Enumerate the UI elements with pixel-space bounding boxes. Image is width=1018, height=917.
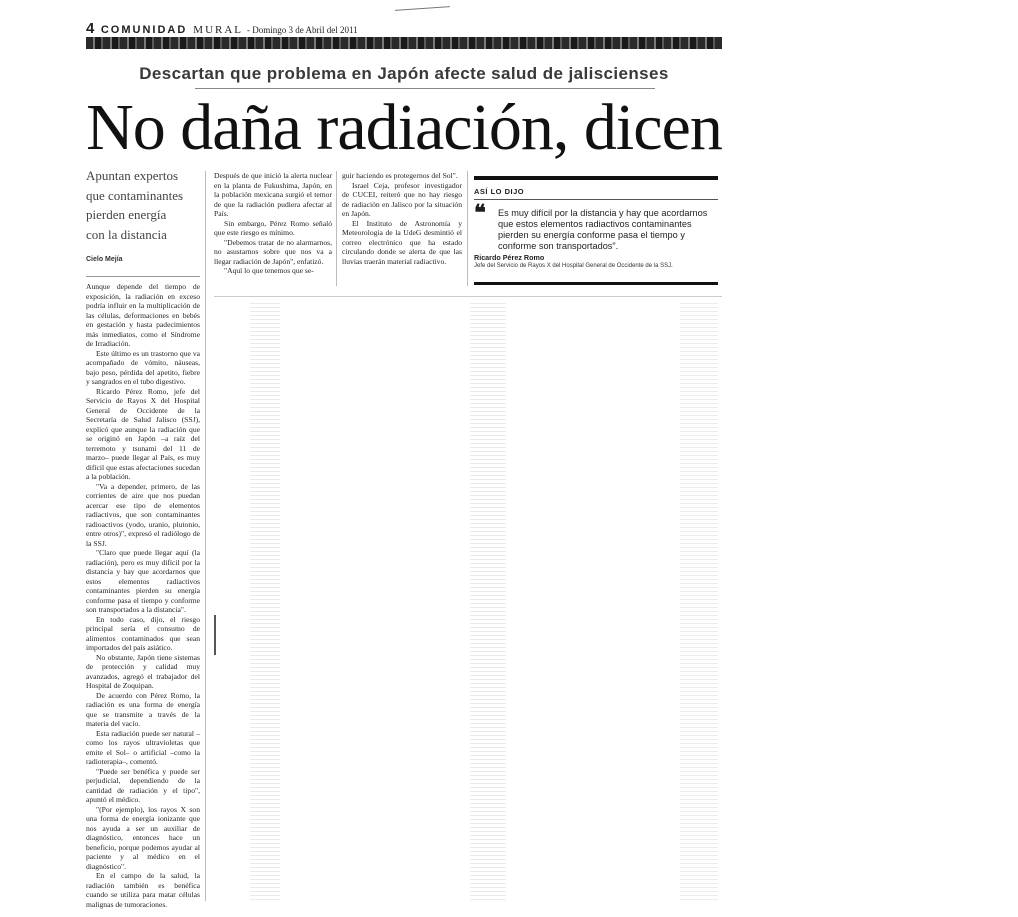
paragraph: "Puede ser benéfica y puede ser perjudicial, dependiendo de la cantidad de radiación y el tipo", apuntó el médico. [86, 766, 200, 804]
paragraph: Este último es un trastorno que va acompañado de vómito, náuseas, bajo peso, pérdida del apetito, fiebre y sangrados en el tubo digestivo. [86, 348, 200, 386]
section-name: COMUNIDAD [100, 24, 188, 36]
paragraph: "(Por ejemplo), los rayos X son una forma de energía ionizante que nos ayuda a ser un auxiliar de diagnóstico, entonces hace un beneficio, porque podemos ayudar al paciente y al médico en el diagnóstico". [86, 804, 200, 871]
paragraph: Israel Ceja, profesor investigador de CUCEI, reiteró que no hay riesgo de radiación en Jalisco por la situación en Japón. [342, 180, 462, 218]
paragraph: Esta radiación puede ser natural –como los rayos ultravioletas que emite el Sol– o artificial –como la radioterapia–, comentó. [86, 728, 200, 766]
paragraph: Ricardo Pérez Romo, jefe del Servicio de Rayos X del Hospital General de Occidente de la Secretaría de Salud Jalisco (SSJ), explicó que aunque la radiación que se originó en Japón –a raíz del terremoto y tsunami del 11 de marzo– puede llegar al País, es muy difícil que estas afectaciones sucedan a la población. [86, 386, 200, 481]
quote-box-top-rule [474, 176, 718, 180]
bleed-through [250, 300, 280, 900]
quote-box-title: ASÍ LO DIJO [474, 187, 525, 196]
page-number: 4 [86, 20, 95, 37]
article-kicker: Descartan que problema en Japón afecte salud de jaliscienses [139, 64, 669, 83]
paragraph: "Debemos tratar de no alarmarnos, no asustarnos sobre que nos va a llegar radiación de Japón", enfatizó. [214, 237, 332, 266]
deck-line: con la distancia [86, 226, 167, 242]
paragraph: "Claro que puede llegar aquí (la radiación), pero es muy difícil por la distancia y hay que acordarnos que estos elementos radiactivos contaminantes pierden su energía conforme pasa el tiempo y conforme son transportados a la distancia". [86, 548, 200, 614]
quote-box-bottom-rule [474, 282, 718, 285]
page-folio [86, 20, 358, 37]
column-rule [205, 171, 206, 901]
article-headline: No daña radiación, dicen [86, 91, 722, 164]
column-rule [336, 171, 337, 286]
paragraph: De acuerdo con Pérez Romo, la radiación es una forma de energía que se transmite a través de la materia del vacío. [86, 690, 200, 728]
byline: Cielo Mejía [86, 256, 123, 263]
column-rule [467, 171, 468, 286]
quote-mark-icon: ❝ [474, 200, 486, 225]
deck-line: que contaminantes [86, 187, 184, 203]
publication-name: MURAL [193, 24, 244, 36]
header-rule [86, 37, 722, 49]
paragraph: guir haciendo es protegernos del Sol". [342, 171, 458, 180]
body-column-2 [214, 171, 332, 276]
paragraph: "Aquí lo que tenemos que se- [224, 266, 314, 275]
body-column-3 [342, 171, 462, 266]
bleed-through [470, 300, 506, 900]
deck-line: Apuntan expertos [86, 168, 179, 183]
margin-mark [214, 615, 216, 655]
byline-rule [86, 276, 200, 277]
paragraph: En todo caso, dijo, el riesgo principal sería el consumo de alimentos contaminados que sean importados del país asiático. [86, 614, 200, 652]
paragraph: Después de que inició la alerta nuclear en la planta de Fukushima, Japón, en la población mexicana surgió el temor de que la radiación pudiera afectar al País. [214, 171, 332, 218]
paragraph: En el campo de la salud, la radiación también es benéfica cuando se utiliza para matar células malignas de tumoraciones. [86, 871, 200, 909]
bleed-through [680, 300, 718, 900]
body-column-1 [86, 282, 200, 909]
deck-line: pierden energía [86, 207, 167, 222]
paragraph: "Va a depender, primero, de las corrientes de aire que nos puedan acercar ese tipo de elementos radiactivos, que son contaminantes radioactivos (yodo, uranio, plutonio, entre otros)", expresó el radiólogo de la SSJ. [86, 481, 200, 548]
paragraph: Sin embargo, Pérez Romo señaló que este riesgo es mínimo. [214, 218, 332, 237]
paragraph: Aunque depende del tiempo de exposición, la radiación en exceso podría influir en la multiplicación de las células, deformaciones en bebés en gestación y hasta padecimientos más inmediatos, como el Síndrome de Irradiación. [86, 282, 200, 348]
quote-attribution-role: Jefe del Servicio de Rayos X del Hospital General de Occidente de la SSJ. [474, 263, 673, 269]
quote-box-rule [474, 199, 718, 200]
pull-quote: Es muy difícil por la distancia y hay que acordarnos que estos elementos radiactivos contaminantes pierden su energía conforme pasa el tiempo y conforme son transportados". [498, 208, 708, 251]
quote-attribution-name: Ricardo Pérez Romo [474, 253, 545, 262]
paragraph: No obstante, Japón tiene sistemas de protección y calidad muy avanzados, agregó el trabajador del Hospital de Zoquipan. [86, 652, 200, 690]
section-rule [214, 296, 722, 297]
paragraph: El Instituto de Astronomía y Meteorología de la UdeG desmintió el correo electrónico que ha estado circulando donde se alerta de que las lluvias traerán material radiactivo. [342, 218, 462, 266]
issue-date: - Domingo 3 de Abril del 2011 [247, 25, 358, 35]
article-deck [86, 166, 196, 244]
scan-mark [395, 6, 450, 11]
kicker-rule [195, 88, 655, 89]
